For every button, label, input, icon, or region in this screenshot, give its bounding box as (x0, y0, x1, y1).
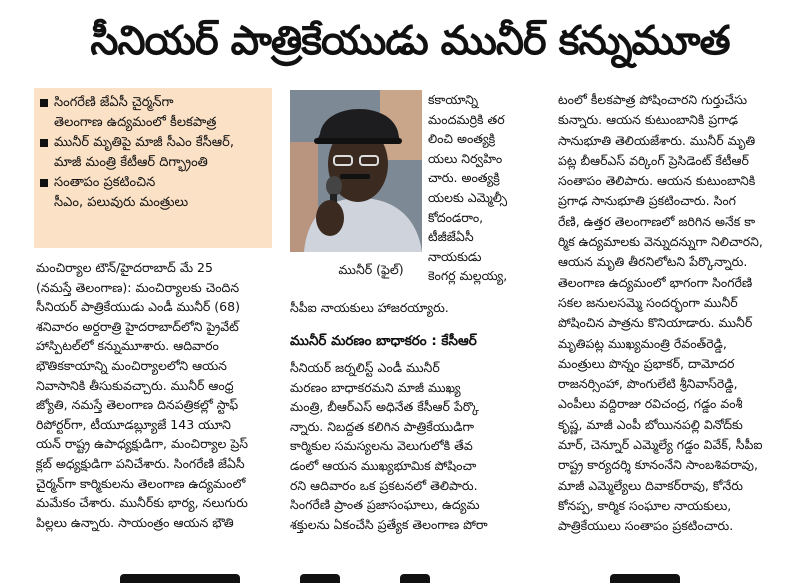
text-line: యన్ రాష్ట్ర ఉపాధ్యక్షుడిగా, మంచిర్యాల ప్రెస్ (36, 436, 249, 452)
text-line: తెలంగాణ ఉద్యమంలో భాగంగా సింగరేణి (558, 274, 753, 290)
person-with-helmet-illustration (290, 90, 422, 252)
text-line: సీపీఐ నాయకులు హాజరయ్యారు. (290, 300, 449, 315)
text-line: మార్, చెన్నూర్ ఎమ్మెల్యే గడ్డం వివేక్, సీపీఐ (558, 437, 763, 453)
square-bullet-icon (40, 139, 48, 147)
text-line: క్లబ్ అధ్యక్షుడిగా పనిచేశారు. సింగరేణి జేఏసీ (36, 455, 245, 471)
text-line: చారు. అంత్యక్రి (428, 170, 500, 186)
text-line: రిపోర్టర్‌గా, టీయూడబ్ల్యూజే 143 యూని (36, 416, 231, 432)
text-line: మృతిపట్ల ముఖ్యమంత్రి రేవంత్‌రెడ్డి, (558, 335, 727, 351)
text-line: సకల జనులసమ్మె సందర్భంగా మునీర్ (558, 294, 738, 310)
text-line: నాయకుడు (428, 248, 482, 264)
column-2-fullline (290, 298, 552, 320)
text-line: లించి అంత్యక్రి (428, 131, 496, 147)
highlights-box (34, 88, 272, 248)
text-line: కకాయాన్ని (428, 92, 479, 107)
text-line: రేణి, ఉత్తర తెలంగాణలో జరిగిన అనేక కా (558, 213, 756, 229)
highlight-item: సీఎం, పలువురు మంత్రులు (54, 195, 189, 210)
text-line: మందమర్రికి తర (428, 111, 505, 127)
text-line: చైర్మన్‌గా కార్మికులను తెలంగాణ ఉద్యమంలో (36, 475, 246, 491)
photo-caption: మునీర్ (ఫైల్) (338, 262, 404, 277)
text-line: మంచిర్యాల టౌన్/హైదరాబాద్ మే 25 (36, 260, 213, 275)
text-line: పాత్రికేయులు సంతాపం ప్రకటించారు. (558, 518, 734, 534)
text-line: ర్మిక ఉద్యమాలకు వెన్నుదన్నుగా నిలిచారని, (558, 234, 763, 250)
text-line: టంలో కీలకపాత్ర పోషించారని గుర్తుచేసు (558, 92, 748, 107)
text-line: రని ఆదివారం ఒక ప్రకటనలో తెలిపారు. (290, 477, 478, 493)
text-line: కున్నారు. ఆయన కుటుంబానికి ప్రగాఢ (558, 112, 738, 128)
square-bullet-icon (40, 179, 48, 187)
text-line: సీనియర్ జర్నలిస్ట్ ఎండీ మునీర్ (290, 360, 440, 375)
highlight-item: సింగరేణి జేఏసీ చైర్మన్‌గా (40, 93, 266, 112)
text-line: కార్మికుల సమస్యలను వెలుగులోకి తేవ (290, 438, 473, 454)
text-line: మంత్రులు పొన్నం ప్రభాకర్, దామోదర (558, 355, 735, 371)
text-line: కెంగర్ల మల్లయ్య, (428, 268, 508, 284)
text-line: న్నారు. నిబద్ధత కలిగిన పాత్రికేయుడిగా (290, 418, 474, 434)
text-line: శనివారం అర్ధరాత్రి హైదరాబాద్‌లోని ప్రైవేట్ (36, 318, 239, 334)
text-line: మమేకం చేశారు. మునీర్‌కు భార్య, నలుగురు (36, 495, 248, 511)
text-line: యలకు ఎమ్మెల్సీ (428, 189, 508, 205)
text-line: సింగరేణి ప్రాంత ప్రజాసంఘాలు, ఉద్యమ (290, 497, 480, 513)
headline: సీనియర్ పాత్రికేయుడు మునీర్ కన్నుమూత (90, 18, 730, 64)
sub-heading: మునీర్ మరణం బాధాకరం : కేసీఆర్ (290, 333, 477, 349)
text-line: భౌతికకాయాన్ని మంచిర్యాలలోని ఆయన (36, 357, 227, 373)
text-line: యలు నిర్వహిం (428, 150, 503, 166)
text-line: హాస్పిటల్‌లో కన్నుమూశారు. ఆదివారం (36, 338, 219, 354)
text-line: మరణం బాధాకరమని మాజీ ముఖ్య (290, 379, 461, 395)
text-line: సీనియర్ పాత్రికేయుడు ఎండీ మునీర్ (68) (36, 299, 240, 315)
text-line: పట్ల బీఆర్‌ఎస్ వర్కింగ్ ప్రెసిడెంట్ కేటీఆర్ (558, 152, 749, 168)
text-line: ప్రగాఢ సానుభూతి ప్రకటించారు. సింగ (558, 193, 736, 209)
text-line: శక్తులను ఏకంచేసి ప్రత్యేక తెలంగాణ పోరా (290, 516, 488, 532)
square-bullet-icon (40, 99, 48, 107)
text-line: జ్యోతి, నమస్తే తెలంగాణ దినపత్రికల్లో స్టాఫ్ (36, 397, 239, 413)
text-line: పోషించిన పాత్రను కొనియాడారు. మునీర్ (558, 315, 753, 331)
cut-off-next-headline (0, 574, 800, 583)
text-line: మాజీ ఎమ్మెల్యేలు దివాకర్‌రావు, కోనేరు (558, 477, 744, 493)
text-line: కోదండరాం, (428, 209, 484, 225)
text-line: సానుభూతి తెలియజేశారు. మునీర్ మృతి (558, 132, 756, 148)
text-line: నివాసానికి తీసుకువచ్చారు. మునీర్ ఆంధ్ర (36, 377, 234, 393)
text-line: రాష్ట్ర కార్యదర్శి కూనంనేని సాంబశివరావు, (558, 457, 758, 473)
text-line: రాజనర్సింహా, పొంగులేటి శ్రీనివాస్‌రెడ్డి, (558, 376, 738, 392)
highlight-item: మునీర్ మృతిపై మాజీ సీఎం కేసీఆర్, (40, 133, 266, 152)
column-2-bottom (290, 358, 552, 538)
text-line: (నమస్తే తెలంగాణ): మంచిర్యాలకు చెందిన (36, 279, 240, 295)
highlight-item: సంతాపం ప్రకటించిన (40, 173, 266, 192)
column-3 (558, 90, 794, 550)
text-line: కృష్ణ, మాజీ ఎంపీ బోయినపల్లి వినోద్‌కు (558, 416, 743, 432)
text-line: మంత్రి, బీఆర్‌ఎస్ అధినేత కేసీఆర్ పేర్కొ (290, 399, 479, 415)
column-1 (36, 258, 284, 554)
highlight-item: మాజీ మంత్రి కేటీఆర్ దిగ్భ్రాంతి (54, 155, 208, 170)
text-line: ఎంపీలు వద్దిరాజు రవిచంద్ర, గడ్డం వంశీ (558, 396, 743, 412)
munir-photo (290, 90, 422, 252)
highlight-item: తెలంగాణ ఉద్యమంలో కీలకపాత్ర (54, 115, 217, 130)
text-line: పిల్లలు ఉన్నారు. సాయంత్రం ఆయన భౌతి (36, 514, 234, 530)
text-line: ఆయన మృతి తీరనిలోటని పేర్కొన్నారు. (558, 254, 748, 270)
text-line: టీజీజేఏసీ (428, 229, 474, 245)
column-2-top (428, 90, 552, 290)
text-line: కోనప్ప, కార్మిక సంఘాల నాయకులు, (558, 497, 732, 513)
text-line: సంతాపం తెలిపారు. ఆయన కుటుంబానికి (558, 173, 756, 189)
text-line: డంలో ఆయన ముఖ్యభూమిక పోషించా (290, 457, 477, 473)
